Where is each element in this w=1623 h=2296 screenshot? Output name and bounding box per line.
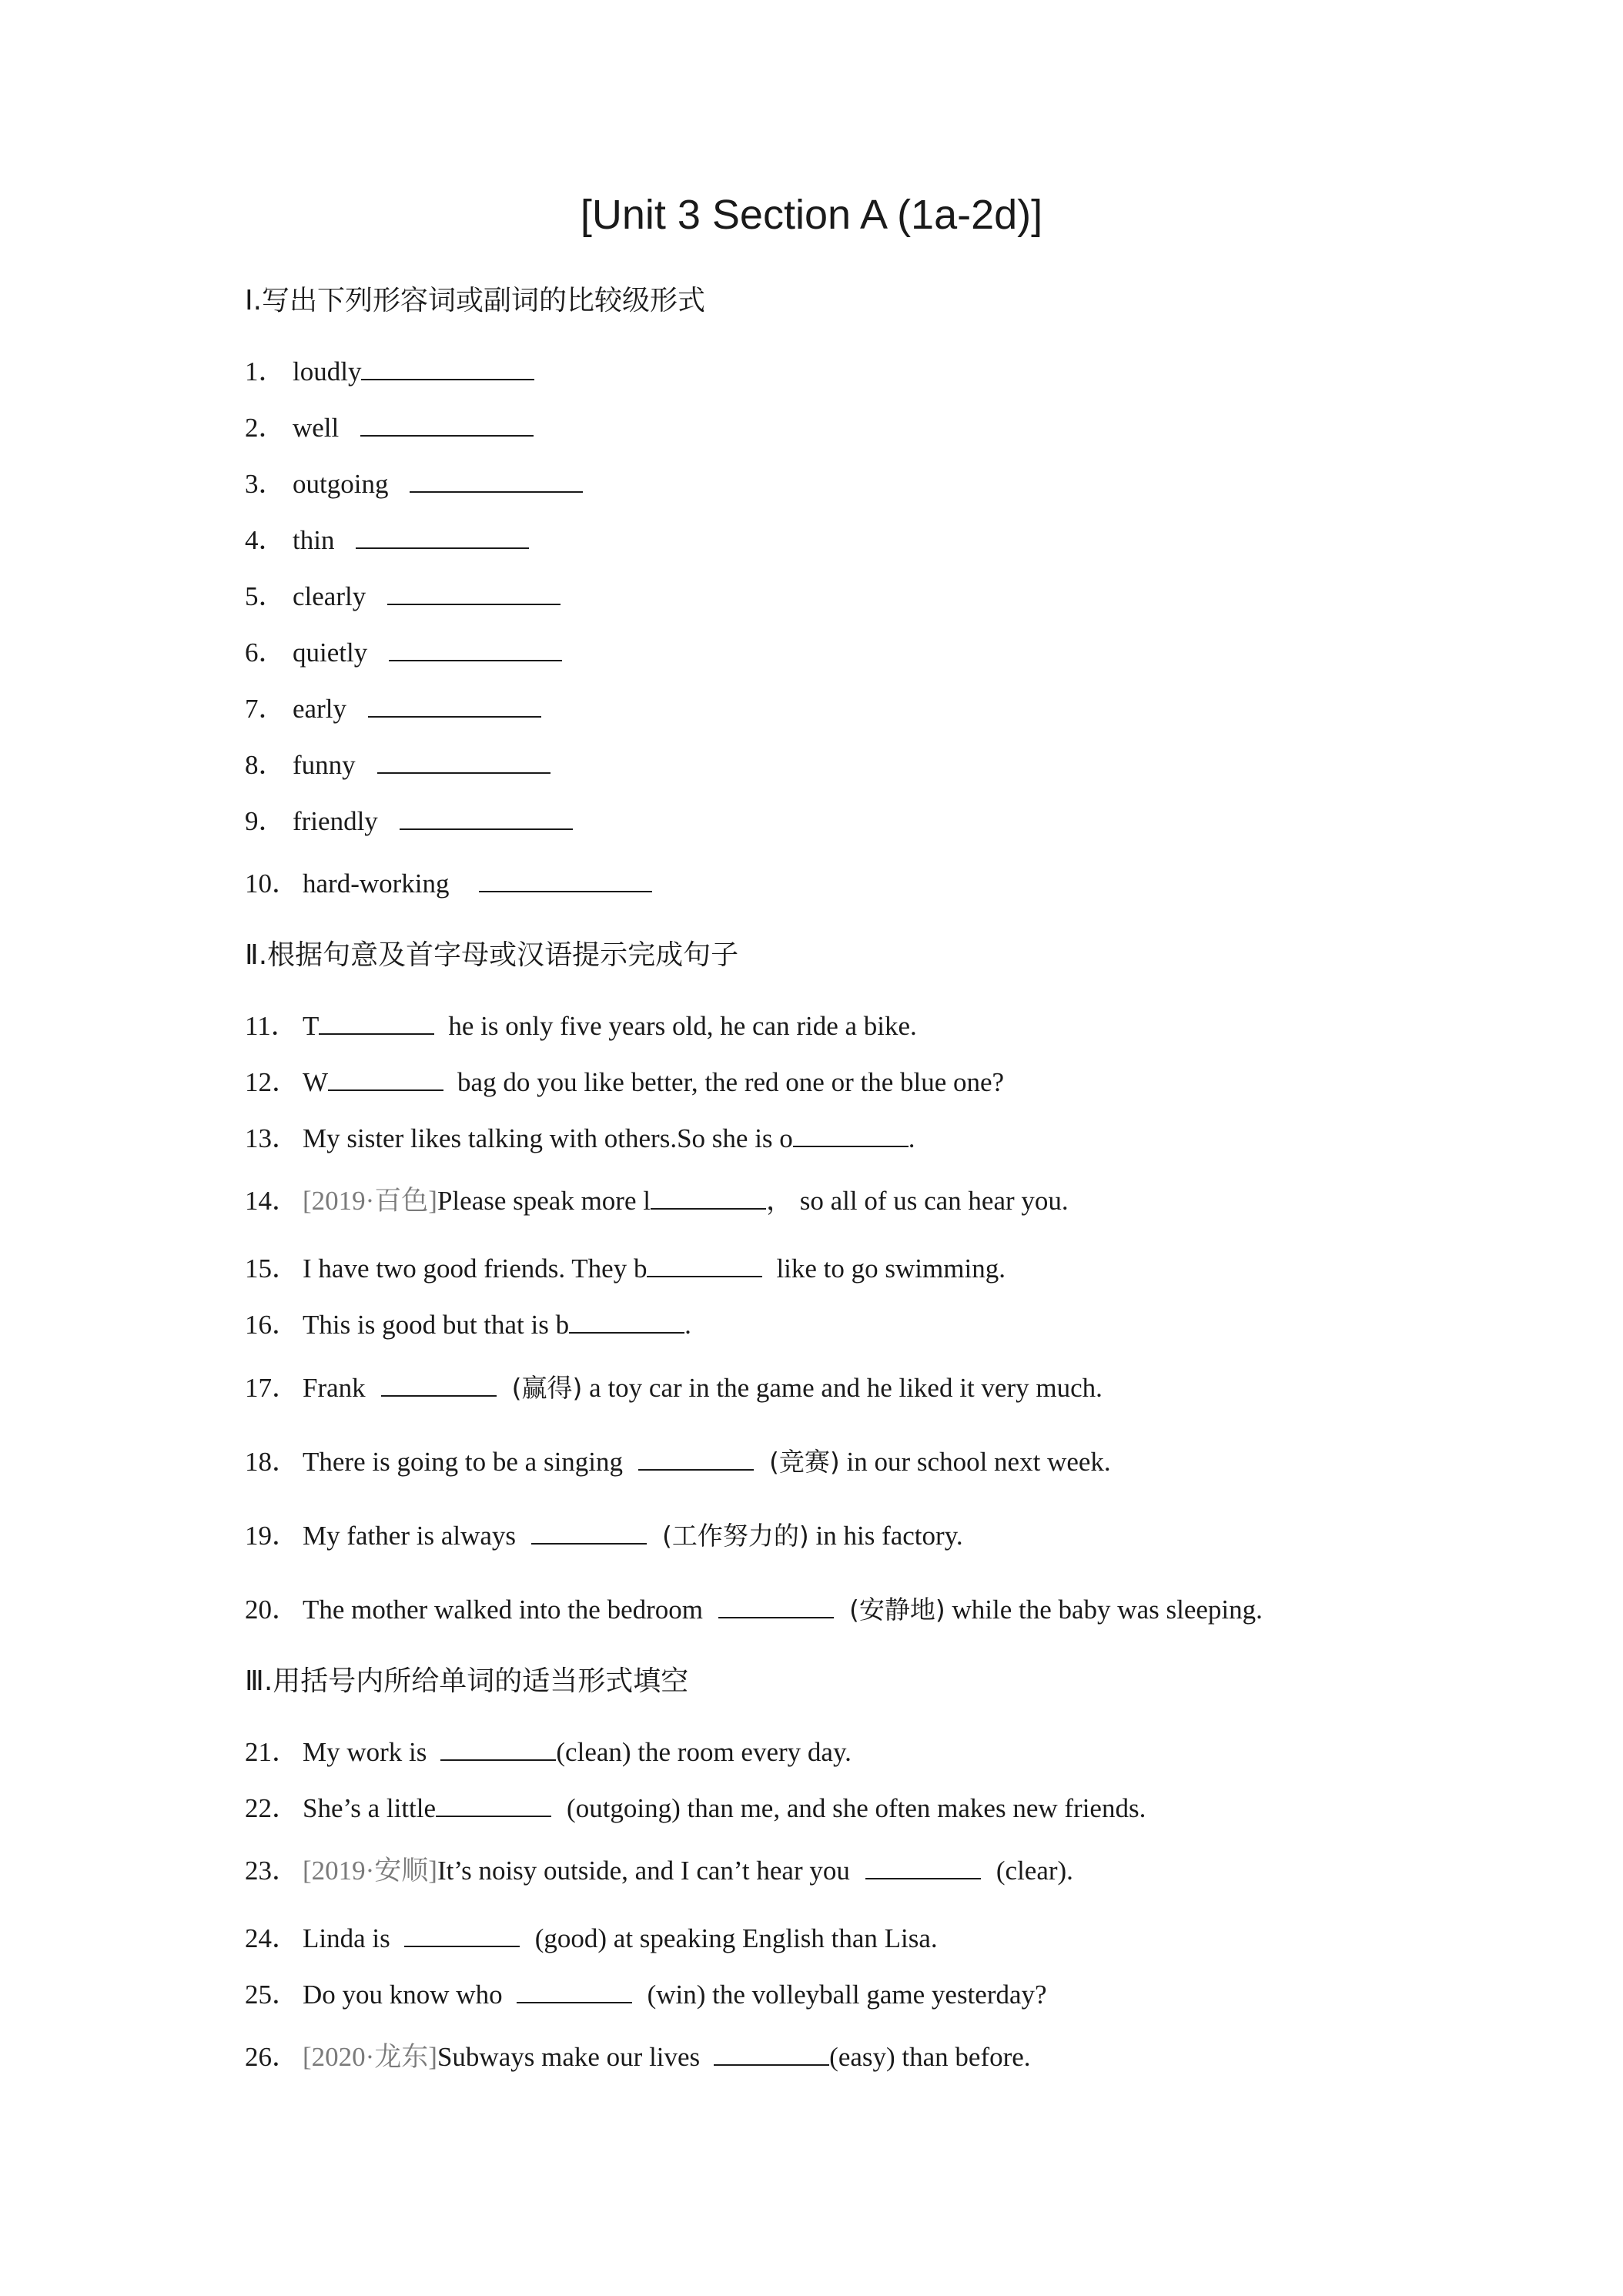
question-word: loudly xyxy=(293,356,362,387)
question-text: Please speak more l xyxy=(437,1186,651,1216)
question-18 xyxy=(245,1441,1111,1479)
question-16 xyxy=(245,1304,691,1342)
question-word: funny xyxy=(293,750,356,780)
question-15 xyxy=(245,1247,1006,1286)
question-10 xyxy=(245,862,652,901)
question-5 xyxy=(245,575,561,614)
question-text: (outgoing) than me, and she often makes new friends. xyxy=(567,1793,1146,1823)
question-text: bag do you like better, the red one or the blue one? xyxy=(457,1067,1005,1097)
question-text: Linda is xyxy=(303,1923,390,1953)
answer-blank[interactable] xyxy=(440,1759,556,1761)
question-text: he is only five years old, he can ride a bike. xyxy=(448,1011,917,1041)
question-number: 4． xyxy=(245,525,286,555)
answer-blank[interactable] xyxy=(714,2063,829,2066)
answer-blank[interactable] xyxy=(531,1542,647,1545)
question-6 xyxy=(245,631,562,670)
answer-blank[interactable] xyxy=(517,2001,632,2003)
question-number: 14． xyxy=(245,1186,300,1216)
question-word: thin xyxy=(293,525,335,555)
question-text: (win) the volleyball game yesterday? xyxy=(647,1980,1047,2010)
answer-blank[interactable] xyxy=(319,1033,434,1035)
question-text: There is going to be a singing xyxy=(303,1447,624,1477)
answer-blank[interactable] xyxy=(569,1331,684,1334)
answer-blank[interactable] xyxy=(361,378,534,380)
question-14 xyxy=(245,1180,1069,1218)
question-number: 20． xyxy=(245,1595,300,1625)
question-text: My father is always xyxy=(303,1521,517,1551)
question-number: 23． xyxy=(245,1856,300,1886)
question-number: 10． xyxy=(245,869,300,899)
question-number: 22． xyxy=(245,1793,300,1823)
question-19 xyxy=(245,1514,963,1553)
question-word: quietly xyxy=(293,638,368,668)
question-20 xyxy=(245,1588,1263,1627)
question-text: in his factory. xyxy=(815,1521,963,1551)
question-text: (easy) than before. xyxy=(829,2042,1031,2072)
question-word: early xyxy=(293,694,346,724)
answer-blank[interactable] xyxy=(377,771,550,774)
question-text: a toy car in the game and he liked it very much. xyxy=(589,1373,1103,1403)
question-number: 26． xyxy=(245,2042,300,2072)
question-text: while the baby was sleeping. xyxy=(952,1595,1263,1625)
question-25 xyxy=(245,1973,1047,2012)
question-text: . xyxy=(684,1310,691,1340)
chinese-hint: (工作努力的) xyxy=(662,1521,809,1551)
answer-blank[interactable] xyxy=(381,1394,497,1397)
question-text: It’s noisy outside, and I can’t hear you xyxy=(437,1856,850,1886)
question-number: 18． xyxy=(245,1447,300,1477)
chinese-hint: (赢得) xyxy=(511,1373,583,1403)
answer-blank[interactable] xyxy=(387,603,561,605)
answer-blank[interactable] xyxy=(647,1275,762,1277)
question-text: I have two good friends. They b xyxy=(303,1253,648,1284)
answer-blank[interactable] xyxy=(360,434,534,437)
section-1-heading: Ⅰ.写出下列形容词或副词的比较级形式 xyxy=(245,285,706,316)
question-text: in our school next week. xyxy=(846,1447,1111,1477)
question-number: 25． xyxy=(245,1980,300,2010)
question-13 xyxy=(245,1117,915,1156)
question-text: (good) at speaking English than Lisa. xyxy=(534,1923,938,1953)
question-1 xyxy=(245,350,534,389)
answer-blank[interactable] xyxy=(368,715,541,718)
question-text: . xyxy=(908,1123,915,1153)
question-number: 12． xyxy=(245,1067,300,1097)
question-number: 9． xyxy=(245,806,286,836)
question-12 xyxy=(245,1061,1004,1099)
question-number: 3． xyxy=(245,469,286,499)
question-8 xyxy=(245,744,550,782)
question-17 xyxy=(245,1367,1103,1405)
answer-blank[interactable] xyxy=(865,1877,981,1879)
section-2-heading: Ⅱ.根据句意及首字母或汉语提示完成句子 xyxy=(245,939,739,971)
question-number: 19． xyxy=(245,1521,300,1551)
question-text: My work is xyxy=(303,1737,427,1767)
answer-blank[interactable] xyxy=(356,547,529,549)
question-word: friendly xyxy=(293,806,378,836)
question-number: 21． xyxy=(245,1737,300,1767)
answer-blank[interactable] xyxy=(404,1945,520,1947)
question-word: hard-working xyxy=(303,869,450,899)
question-number: 2． xyxy=(245,413,286,443)
question-text: Frank xyxy=(303,1373,366,1403)
answer-blank[interactable] xyxy=(793,1145,909,1147)
question-22 xyxy=(245,1787,1146,1826)
question-number: 1． xyxy=(245,356,286,387)
source-tag: [2019·百色] xyxy=(303,1186,437,1216)
question-text: Subways make our lives xyxy=(437,2042,701,2072)
question-number: 15． xyxy=(245,1253,300,1284)
answer-blank[interactable] xyxy=(389,659,562,661)
question-3 xyxy=(245,463,583,501)
answer-blank[interactable] xyxy=(328,1089,443,1091)
question-26 xyxy=(245,2036,1031,2074)
question-number: 16． xyxy=(245,1310,300,1340)
question-11 xyxy=(245,1005,917,1043)
section-3-heading: Ⅲ.用括号内所给单词的适当形式填空 xyxy=(245,1665,689,1697)
question-text: My sister likes talking with others.So she is o xyxy=(303,1123,793,1153)
question-number: 6． xyxy=(245,638,286,668)
question-7 xyxy=(245,688,541,726)
question-text: (clear). xyxy=(996,1856,1073,1886)
question-24 xyxy=(245,1917,938,1956)
answer-blank[interactable] xyxy=(638,1468,754,1471)
question-9 xyxy=(245,800,573,838)
question-text: like to go swimming. xyxy=(776,1253,1006,1284)
question-23 xyxy=(245,1849,1073,1888)
question-text: W xyxy=(303,1067,329,1097)
question-2 xyxy=(245,407,534,445)
question-number: 13． xyxy=(245,1123,300,1153)
chinese-hint: (竞赛) xyxy=(769,1447,840,1477)
answer-blank[interactable] xyxy=(651,1207,766,1210)
question-text: (clean) the room every day. xyxy=(556,1737,852,1767)
source-tag: [2020·龙东] xyxy=(303,2042,437,2072)
question-word: well xyxy=(293,413,340,443)
question-word: outgoing xyxy=(293,469,389,499)
answer-blank[interactable] xyxy=(436,1815,551,1817)
question-text: She’s a little xyxy=(303,1793,437,1823)
question-4 xyxy=(245,519,529,557)
question-21 xyxy=(245,1731,852,1769)
question-number: 7． xyxy=(245,694,286,724)
question-text: ， so all of us can hear you. xyxy=(765,1186,1069,1216)
question-word: clearly xyxy=(293,581,366,611)
answer-blank[interactable] xyxy=(400,828,573,830)
page-title: [Unit 3 Section A (1a-2d)] xyxy=(580,192,1043,238)
question-text: The mother walked into the bedroom xyxy=(303,1595,703,1625)
question-text: T xyxy=(303,1011,320,1041)
chinese-hint: (安静地) xyxy=(849,1595,945,1625)
source-tag: [2019·安顺] xyxy=(303,1856,437,1886)
question-number: 24． xyxy=(245,1923,300,1953)
question-number: 17． xyxy=(245,1373,300,1403)
question-number: 5． xyxy=(245,581,286,611)
question-number: 11． xyxy=(245,1011,298,1041)
answer-blank[interactable] xyxy=(410,490,583,493)
question-text: Do you know who xyxy=(303,1980,503,2010)
answer-blank[interactable] xyxy=(479,890,652,892)
answer-blank[interactable] xyxy=(718,1616,834,1618)
question-text: This is good but that is b xyxy=(303,1310,570,1340)
question-number: 8． xyxy=(245,750,286,780)
